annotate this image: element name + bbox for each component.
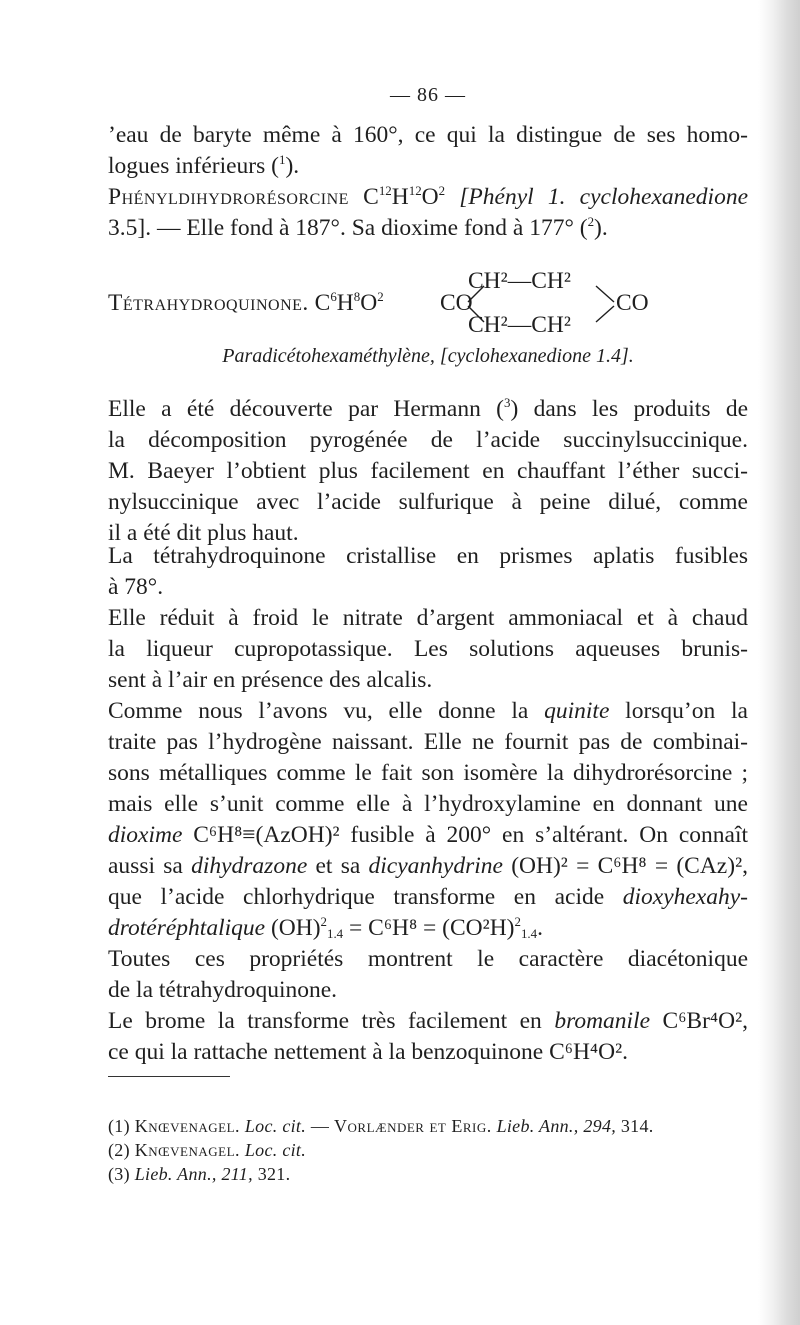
footnote-ref: 2 xyxy=(587,213,595,229)
structural-formula xyxy=(108,266,748,346)
text-line: Le brome la transforme très facilement en bromanile C⁶Br⁴O², xyxy=(108,1008,748,1034)
carbonyl-left: CO xyxy=(440,290,473,316)
ring-bonds xyxy=(108,266,748,346)
systematic-name: [Phényl 1. cyclohexanedione xyxy=(459,184,749,210)
text-line: ce qui la rattache nettement à la benzoquinone C⁶H⁴O². xyxy=(108,1039,628,1065)
text-line: Comme nous l’avons vu, elle donne la quinite lorsqu’on la xyxy=(108,698,748,724)
ring-bottom-row: CH²—CH² xyxy=(468,312,571,338)
compound-formula: $C^{12}H^{12}O^2$ xyxy=(363,182,446,210)
italic-term: quinite xyxy=(544,698,610,724)
text-line: il a été dit plus haut. xyxy=(108,520,299,546)
text-line: Toutes ces propriétés montrent le caractère diacétonique xyxy=(108,946,748,972)
carbonyl-right: CO xyxy=(616,290,649,316)
text-line: de la tétrahydroquinone. xyxy=(108,977,338,1003)
page-number: — 86 — xyxy=(390,84,466,106)
footnote-ref: 3 xyxy=(504,394,511,410)
footnote-2: (2) Knœvenagel. Loc. cit. xyxy=(108,1140,307,1160)
text-line: aussi sa dihydrazone et sa dicyanhydrine (OH)² = C⁶H⁸ = (CAz)², xyxy=(108,853,748,879)
text-line: Elle réduit à froid le nitrate d’argent ammoniacal et à chaud xyxy=(108,605,748,631)
text-line: logues inférieurs ($^1$). xyxy=(108,151,300,179)
italic-term: drotéréphtalique xyxy=(108,915,266,941)
footnote-1: (1) Knœvenagel. Loc. cit. — Vorlænder et Erig. Lieb. Ann., 294, 314. xyxy=(108,1116,654,1136)
page-edge-shadow xyxy=(758,0,800,1325)
text-line: traite pas l’hydrogène naissant. Elle ne fournit pas de combinai- xyxy=(108,729,748,755)
footnote-rule xyxy=(108,1076,230,1077)
italic-term: dioxime xyxy=(108,822,183,848)
compound-name: Phényldihydrorésorcine xyxy=(108,184,349,210)
compound-formula: $C^6H^8O^2$ xyxy=(314,288,384,316)
text-line: la liqueur cupropotassique. Les solutions aqueuses brunis- xyxy=(108,636,748,662)
text-line: Elle a été découverte par Hermann ($^3$) dans les produits de xyxy=(108,394,748,422)
footnote-3: (3) Lieb. Ann., 211, 321. xyxy=(108,1164,291,1184)
text-line: que l’acide chlorhydrique transforme en acide dioxyhexahy- xyxy=(108,884,748,910)
italic-term: dicyanhydrine xyxy=(368,853,503,879)
text-line: sons métalliques comme le fait son isomère la dihydrorésorcine ; xyxy=(108,760,748,786)
text-line: mais elle s’unit comme elle à l’hydroxylamine en donnant une xyxy=(108,791,748,817)
text-line: ’eau de baryte même à 160°, ce qui la distingue de ses homo- xyxy=(108,122,748,148)
italic-term: bromanile xyxy=(554,1008,651,1034)
text-line: La tétrahydroquinone cristallise en prismes aplatis fusibles xyxy=(108,543,748,569)
text-line: la décomposition pyrogénée de l’acide succinylsuccinique. xyxy=(108,427,748,453)
footnote-ref: 1 xyxy=(278,151,286,167)
text-line: dioxime C⁶H⁸≡(AzOH)² fusible à 200° en s’altérant. On connaît xyxy=(108,822,748,848)
text-line: à 78°. xyxy=(108,574,164,600)
italic-term: dioxyhexahy- xyxy=(622,884,748,910)
italic-term: dihydrazone xyxy=(191,853,308,879)
text-line: M. Baeyer l’obtient plus facilement en chauffant l’éther succi- xyxy=(108,458,748,484)
compound-entry xyxy=(108,181,748,213)
text-line: sent à l’air en présence des alcalis. xyxy=(108,667,433,693)
ring-top-row: CH²—CH² xyxy=(468,268,571,294)
text-line: drotéréphtalique $(OH)^2_{1.4} = C^6H^8 = (CO^2H)^2_{1.4}$. xyxy=(108,913,543,942)
compound-name: Tétrahydroquinone. xyxy=(108,290,309,316)
text-line: 3.5]. — Elle fond à 187°. Sa dioxime fond à 177° ($^2$). xyxy=(108,213,608,241)
text-line: nylsuccinique avec l’acide sulfurique à peine dilué, comme xyxy=(108,489,748,515)
formula-caption: Paradicétohexaméthylène, [cyclohexanedione 1.4]. xyxy=(222,345,634,367)
